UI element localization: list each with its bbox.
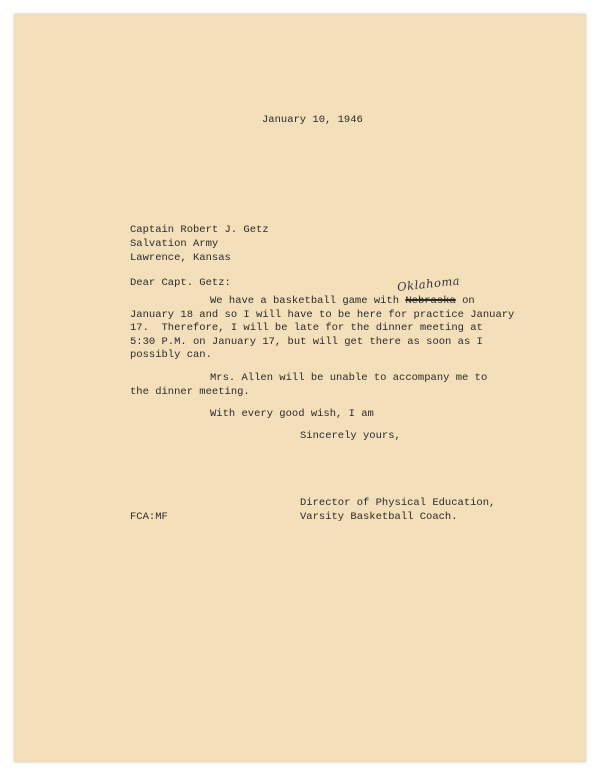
letter-sheet — [14, 14, 586, 762]
struck-word: Nebraska — [405, 295, 456, 307]
signature-title-2: Varsity Basketball Coach. — [300, 511, 458, 523]
body-text: on — [455, 295, 475, 307]
body-text: We have a basketball game with — [210, 295, 406, 307]
body-paragraph-2-line-2: the dinner meeting. — [130, 386, 250, 398]
body-paragraph-1-line-1 — [210, 295, 475, 308]
body-paragraph-2-line-1: Mrs. Allen will be unable to accompany me to — [210, 372, 488, 384]
signature-title-1: Director of Physical Education, — [300, 497, 496, 509]
recipient-name: Captain Robert J. Getz — [130, 224, 269, 236]
body-paragraph-1-line-4: 5:30 P.M. on January 17, but will get there as soon as I — [130, 336, 483, 348]
body-paragraph-1-line-5: possibly can. — [130, 349, 212, 361]
recipient-organization: Salvation Army — [130, 238, 219, 250]
body-paragraph-3: With every good wish, I am — [210, 408, 374, 420]
letter-date: January 10, 1946 — [262, 114, 363, 126]
body-paragraph-1-line-2: January 18 and so I will have to be here for practice January — [130, 309, 515, 321]
body-paragraph-1-line-3: 17. Therefore, I will be late for the dinner meeting at — [130, 322, 483, 334]
typist-initials: FCA:MF — [130, 511, 168, 523]
salutation: Dear Capt. Getz: — [130, 277, 231, 289]
handwritten-correction: Oklahoma — [396, 273, 461, 294]
closing: Sincerely yours, — [300, 430, 401, 442]
recipient-city: Lawrence, Kansas — [130, 252, 231, 264]
